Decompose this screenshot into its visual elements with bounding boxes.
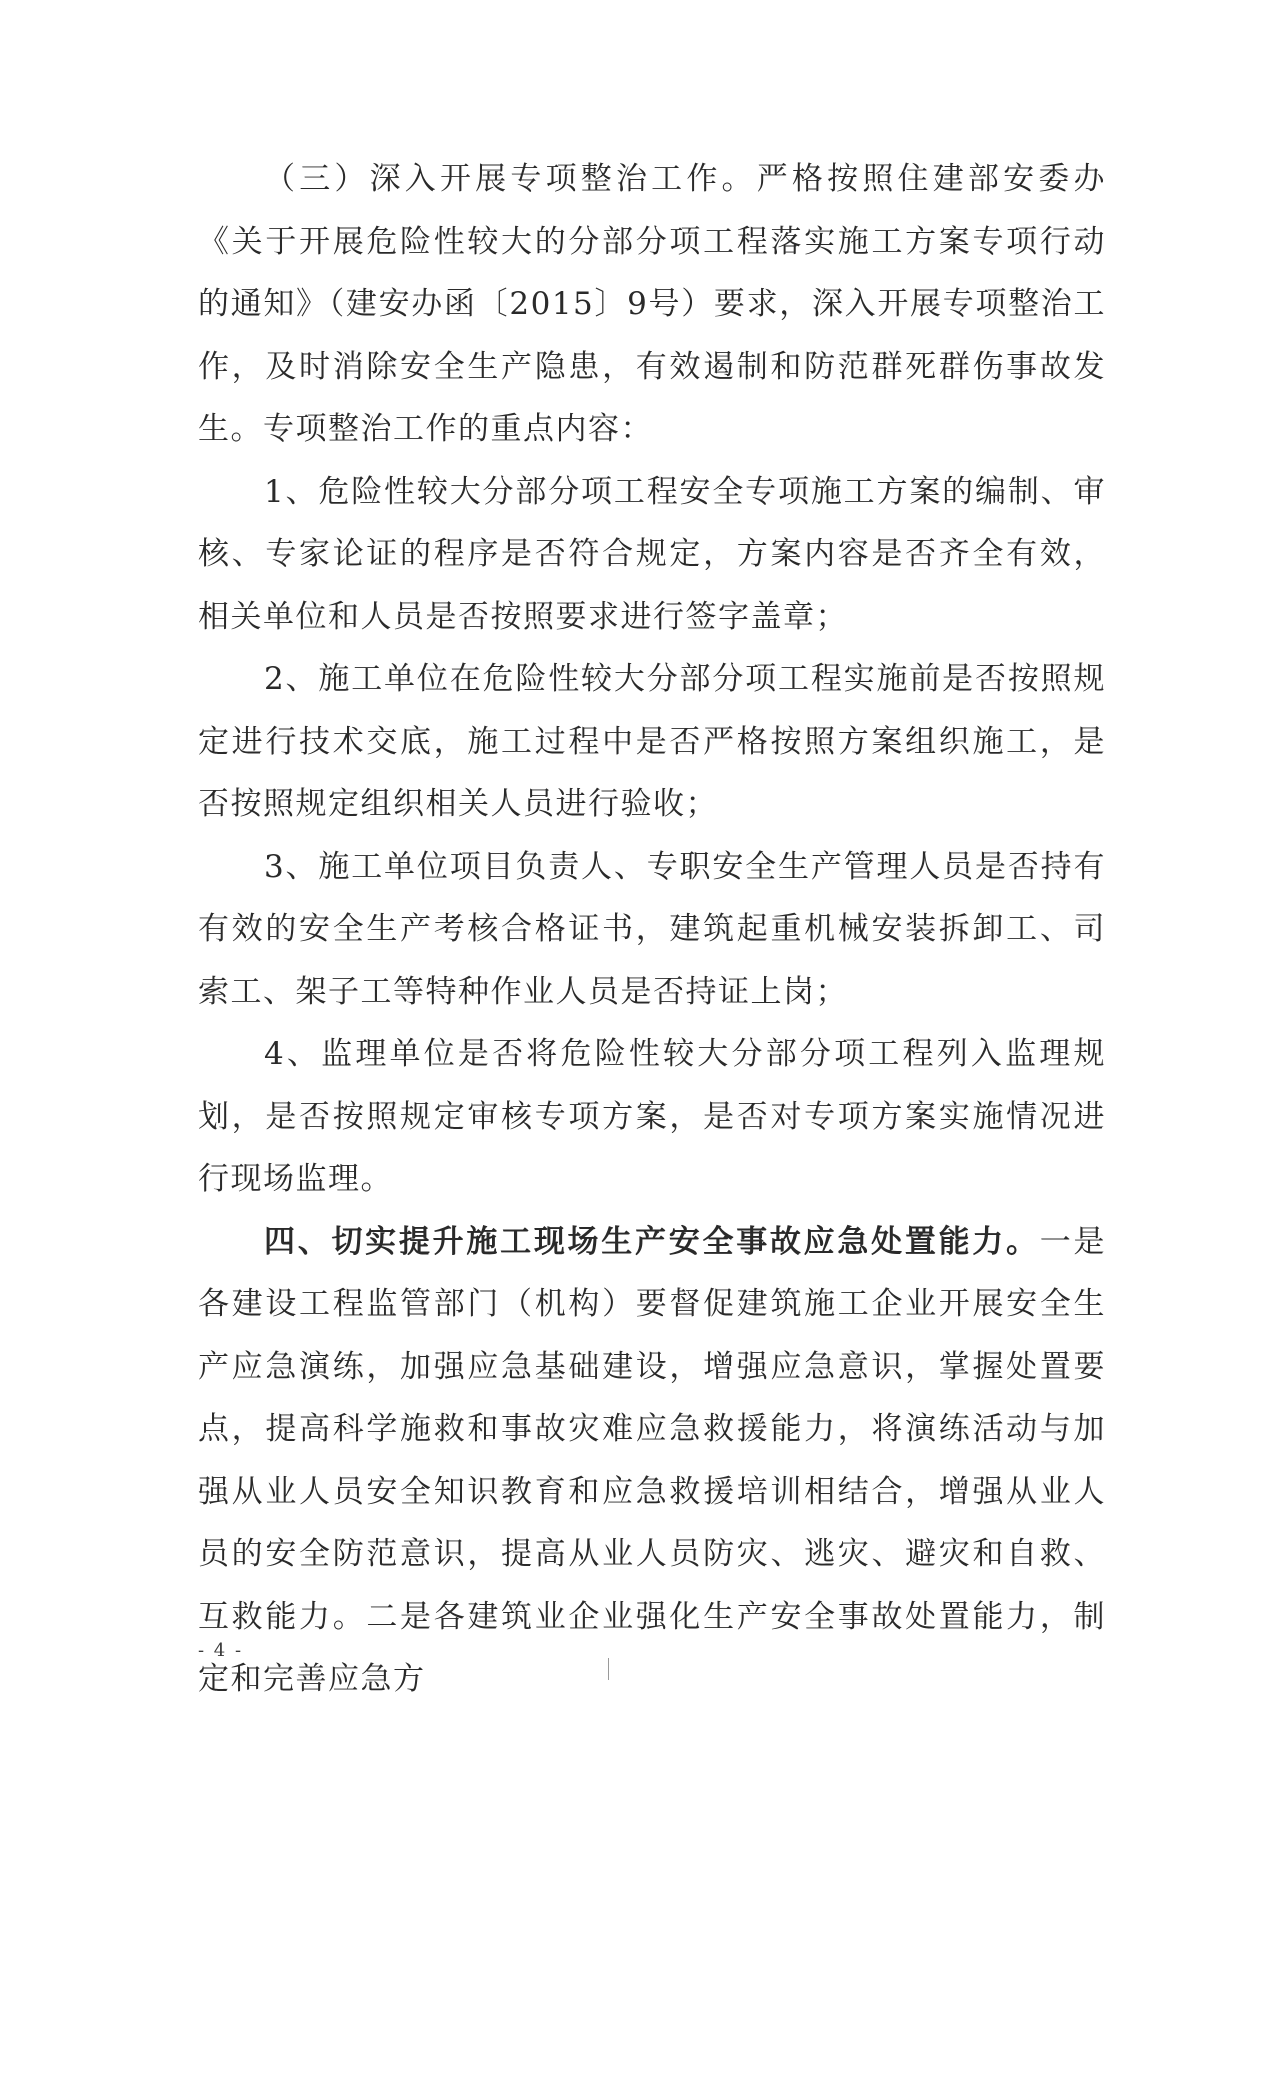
scan-artifact-line [608,1658,609,1680]
paragraph-text: 一是各建设工程监管部门（机构）要督促建筑施工企业开展安全生产应急演练，加强应急基础建设，增强应急意识，掌握处置要点，提高科学施救和事故灾难应急救援能力，将演练活动与加强从业人员安全知识教育和应急救援培训相结合，增强从业人员的安全防范意识，提高从业人员防灾、逃灾、避灾和自救、互救能力。二是各建筑业企业强化生产安全事故处置能力，制定和完善应急方 [198,1223,1107,1697]
paragraph-special-rectification [198,148,1106,461]
paragraph-item-3 [198,836,1106,1024]
paragraph-text: （三）深入开展专项整治工作。严格按照住建部安委办《关于开展危险性较大的分部分项工程落实施工方案专项行动的通知》（建安办函〔2015〕9号）要求，深入开展专项整治工作，及时消除安全生产隐患，有效遏制和防范群死群伤事故发生。专项整治工作的重点内容： [198,161,1106,447]
paragraph-text: 2、施工单位在危险性较大分部分项工程实施前是否按照规定进行技术交底，施工过程中是否严格按照方案组织施工，是否按照规定组织相关人员进行验收； [198,661,1106,822]
section-heading: 四、切实提升施工现场生产安全事故应急处置能力。 [264,1223,1040,1260]
paragraph-item-4 [198,1023,1106,1211]
page-number: - 4 - [198,1640,244,1661]
paragraph-item-2 [198,648,1106,836]
paragraph-text: 3、施工单位项目负责人、专职安全生产管理人员是否持有有效的安全生产考核合格证书，建筑起重机械安装拆卸工、司索工、架子工等特种作业人员是否持证上岗； [198,848,1106,1010]
paragraph-text: 4、监理单位是否将危险性较大分部分项工程列入监理规划，是否按照规定审核专项方案，是否对专项方案实施情况进行现场监理。 [198,1036,1106,1197]
paragraph-item-1 [198,461,1106,649]
paragraph-text: 1、危险性较大分部分项工程安全专项施工方案的编制、审核、专家论证的程序是否符合规定，方案内容是否齐全有效，相关单位和人员是否按照要求进行签字盖章； [198,473,1106,635]
paragraph-section-four [198,1211,1106,1711]
body-text [198,148,1106,1711]
